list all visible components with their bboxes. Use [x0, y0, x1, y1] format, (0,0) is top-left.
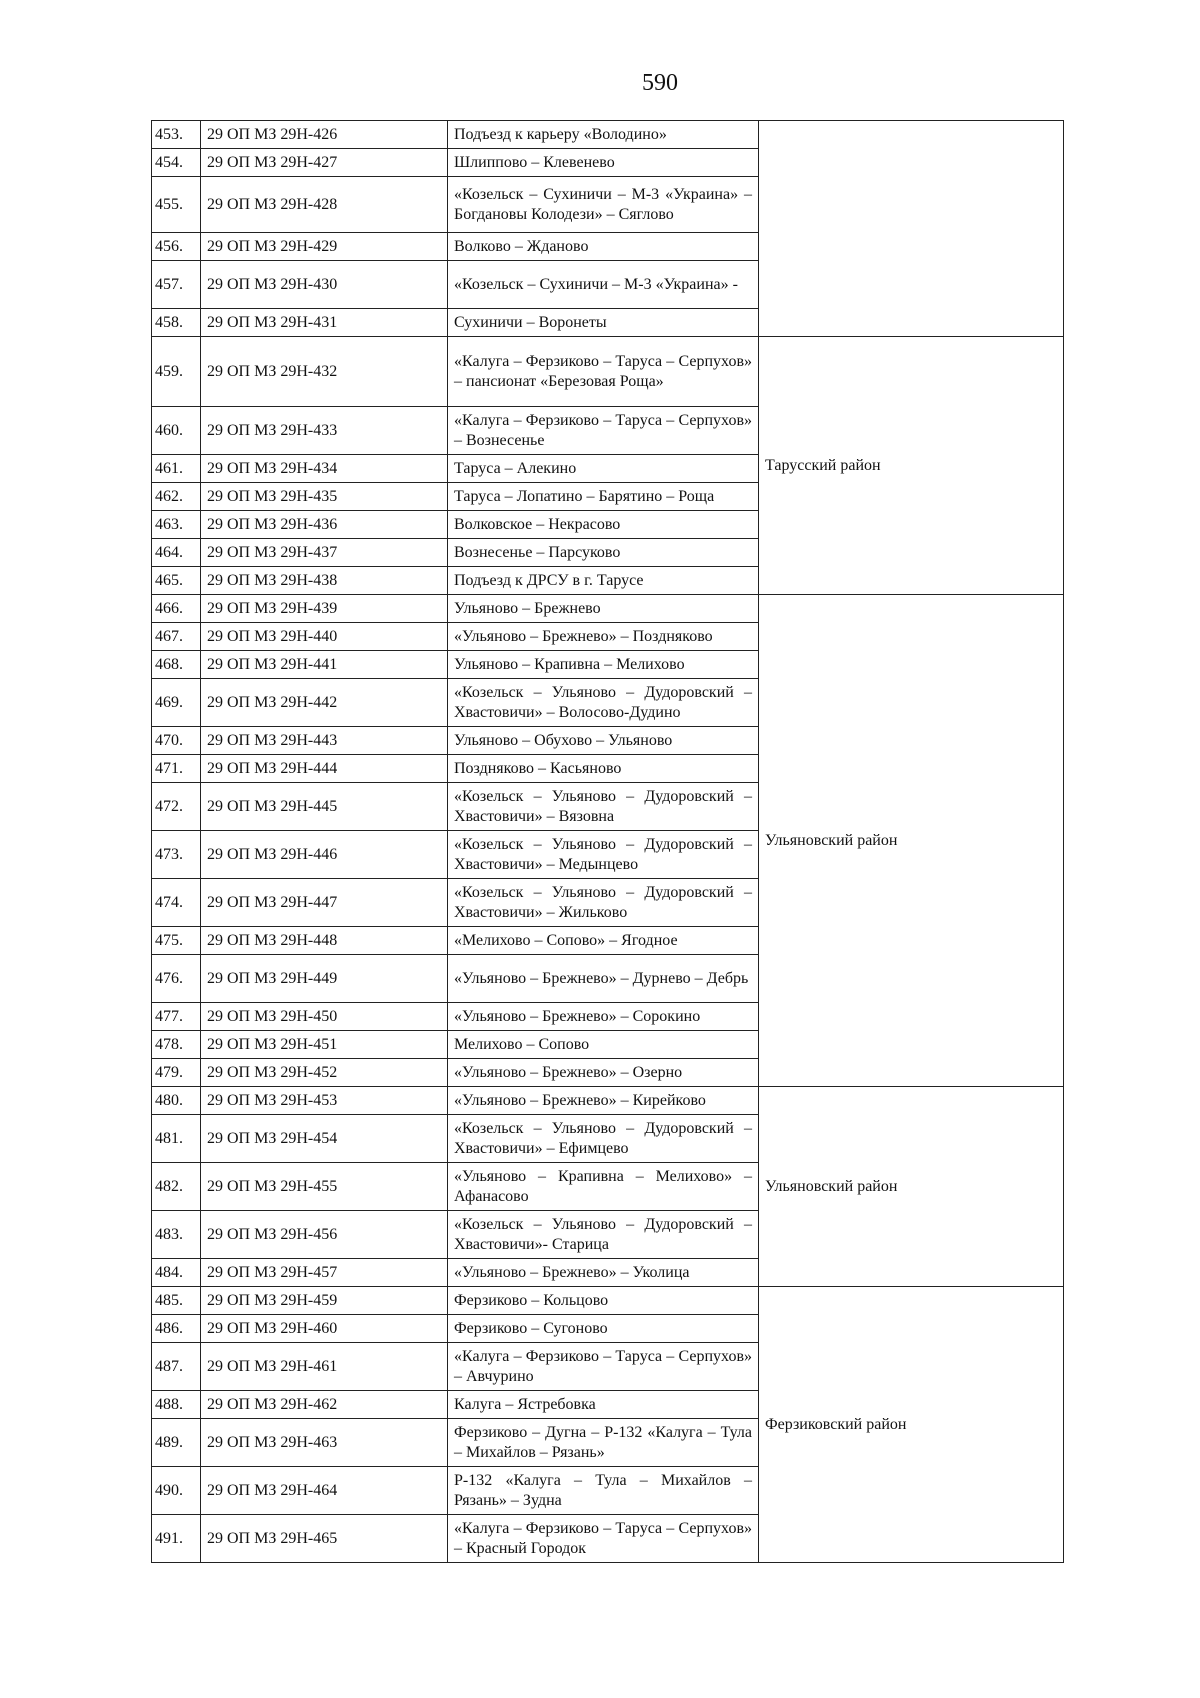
row-number: 453.: [152, 121, 201, 149]
row-number: 491.: [152, 1515, 201, 1563]
table-row: [152, 121, 1064, 149]
road-code: 29 ОП МЗ 29Н-465: [201, 1515, 448, 1563]
road-name: «Козельск – Сухиничи – М-3 «Украина» – Богдановы Колодези» – Сяглово: [448, 177, 759, 233]
road-code: 29 ОП МЗ 29Н-433: [201, 407, 448, 455]
road-code: 29 ОП МЗ 29Н-459: [201, 1287, 448, 1315]
road-code: 29 ОП МЗ 29Н-432: [201, 337, 448, 407]
table-row: [152, 595, 1064, 623]
table-row: [152, 337, 1064, 407]
road-name: Ульяново – Обухово – Ульяново: [448, 727, 759, 755]
road-name: «Калуга – Ферзиково – Таруса – Серпухов» – Красный Городок: [448, 1515, 759, 1563]
road-name: «Козельск – Ульяново – Дудоровский – Хвастовичи» – Ефимцево: [448, 1115, 759, 1163]
road-code: 29 ОП МЗ 29Н-426: [201, 121, 448, 149]
district-cell: Ульяновский район: [759, 595, 1064, 1087]
road-name: «Ульяново – Брежнево» – Кирейково: [448, 1087, 759, 1115]
roads-table: [151, 120, 1064, 1563]
road-code: 29 ОП МЗ 29Н-437: [201, 539, 448, 567]
row-number: 455.: [152, 177, 201, 233]
road-code: 29 ОП МЗ 29Н-462: [201, 1391, 448, 1419]
road-code: 29 ОП МЗ 29Н-430: [201, 261, 448, 309]
district-cell: Тарусский район: [759, 337, 1064, 595]
road-code: 29 ОП МЗ 29Н-453: [201, 1087, 448, 1115]
road-name: Мелихово – Сопово: [448, 1031, 759, 1059]
road-name: Сухиничи – Воронеты: [448, 309, 759, 337]
row-number: 469.: [152, 679, 201, 727]
road-code: 29 ОП МЗ 29Н-442: [201, 679, 448, 727]
road-name: Ферзиково – Дугна – Р-132 «Калуга – Тула – Михайлов – Рязань»: [448, 1419, 759, 1467]
road-code: 29 ОП МЗ 29Н-439: [201, 595, 448, 623]
road-name: «Козельск – Сухиничи – М-3 «Украина» -: [448, 261, 759, 309]
road-code: 29 ОП МЗ 29Н-450: [201, 1003, 448, 1031]
row-number: 458.: [152, 309, 201, 337]
row-number: 478.: [152, 1031, 201, 1059]
road-name: Ульяново – Крапивна – Мелихово: [448, 651, 759, 679]
row-number: 462.: [152, 483, 201, 511]
row-number: 456.: [152, 233, 201, 261]
table-row: [152, 1287, 1064, 1315]
row-number: 483.: [152, 1211, 201, 1259]
row-number: 481.: [152, 1115, 201, 1163]
road-code: 29 ОП МЗ 29Н-444: [201, 755, 448, 783]
road-name: «Ульяново – Крапивна – Мелихово» – Афанасово: [448, 1163, 759, 1211]
road-code: 29 ОП МЗ 29Н-454: [201, 1115, 448, 1163]
row-number: 470.: [152, 727, 201, 755]
road-name: Поздняково – Касьяново: [448, 755, 759, 783]
road-name: «Козельск – Ульяново – Дудоровский – Хвастовичи» – Волосово-Дудино: [448, 679, 759, 727]
road-name: Подъезд к карьеру «Володино»: [448, 121, 759, 149]
row-number: 466.: [152, 595, 201, 623]
road-name: «Козельск – Ульяново – Дудоровский – Хвастовичи» – Вязовна: [448, 783, 759, 831]
road-name: Ферзиково – Сугоново: [448, 1315, 759, 1343]
road-code: 29 ОП МЗ 29Н-434: [201, 455, 448, 483]
road-code: 29 ОП МЗ 29Н-427: [201, 149, 448, 177]
road-name: «Ульяново – Брежнево» – Сорокино: [448, 1003, 759, 1031]
road-code: 29 ОП МЗ 29Н-449: [201, 955, 448, 1003]
road-name: Подъезд к ДРСУ в г. Тарусе: [448, 567, 759, 595]
table-row: [152, 1087, 1064, 1115]
road-name: «Калуга – Ферзиково – Таруса – Серпухов» – пансионат «Березовая Роща»: [448, 337, 759, 407]
row-number: 487.: [152, 1343, 201, 1391]
road-code: 29 ОП МЗ 29Н-435: [201, 483, 448, 511]
road-code: 29 ОП МЗ 29Н-463: [201, 1419, 448, 1467]
row-number: 464.: [152, 539, 201, 567]
road-code: 29 ОП МЗ 29Н-457: [201, 1259, 448, 1287]
road-code: 29 ОП МЗ 29Н-456: [201, 1211, 448, 1259]
row-number: 479.: [152, 1059, 201, 1087]
row-number: 475.: [152, 927, 201, 955]
road-name: Ульяново – Брежнево: [448, 595, 759, 623]
road-code: 29 ОП МЗ 29Н-431: [201, 309, 448, 337]
page-number: 590: [642, 70, 678, 96]
row-number: 473.: [152, 831, 201, 879]
road-name: Вознесенье – Парсуково: [448, 539, 759, 567]
road-code: 29 ОП МЗ 29Н-464: [201, 1467, 448, 1515]
road-code: 29 ОП МЗ 29Н-455: [201, 1163, 448, 1211]
road-code: 29 ОП МЗ 29Н-461: [201, 1343, 448, 1391]
row-number: 467.: [152, 623, 201, 651]
row-number: 460.: [152, 407, 201, 455]
row-number: 489.: [152, 1419, 201, 1467]
road-name: Шлиппово – Клевенево: [448, 149, 759, 177]
district-cell: [759, 121, 1064, 337]
road-name: Таруса – Алекино: [448, 455, 759, 483]
road-code: 29 ОП МЗ 29Н-428: [201, 177, 448, 233]
row-number: 480.: [152, 1087, 201, 1115]
road-name: «Козельск – Ульяново – Дудоровский – Хвастовичи»- Старица: [448, 1211, 759, 1259]
road-name: «Ульяново – Брежнево» – Дурнево – Дебрь: [448, 955, 759, 1003]
row-number: 457.: [152, 261, 201, 309]
road-name: «Ульяново – Брежнево» – Озерно: [448, 1059, 759, 1087]
road-name: Калуга – Ястребовка: [448, 1391, 759, 1419]
road-name: «Козельск – Ульяново – Дудоровский – Хвастовичи» – Жильково: [448, 879, 759, 927]
road-code: 29 ОП МЗ 29Н-445: [201, 783, 448, 831]
road-code: 29 ОП МЗ 29Н-447: [201, 879, 448, 927]
row-number: 465.: [152, 567, 201, 595]
road-name: «Калуга – Ферзиково – Таруса – Серпухов» – Авчурино: [448, 1343, 759, 1391]
road-name: «Ульяново – Брежнево» – Уколица: [448, 1259, 759, 1287]
road-name: «Калуга – Ферзиково – Таруса – Серпухов» – Вознесенье: [448, 407, 759, 455]
row-number: 463.: [152, 511, 201, 539]
roads-table-body: [152, 121, 1064, 1563]
road-code: 29 ОП МЗ 29Н-429: [201, 233, 448, 261]
row-number: 459.: [152, 337, 201, 407]
road-code: 29 ОП МЗ 29Н-441: [201, 651, 448, 679]
row-number: 490.: [152, 1467, 201, 1515]
road-name: «Ульяново – Брежнево» – Поздняково: [448, 623, 759, 651]
road-name: Ферзиково – Кольцово: [448, 1287, 759, 1315]
road-name: Таруса – Лопатино – Барятино – Роща: [448, 483, 759, 511]
road-name: Волковское – Некрасово: [448, 511, 759, 539]
row-number: 484.: [152, 1259, 201, 1287]
row-number: 482.: [152, 1163, 201, 1211]
district-cell: Ферзиковский район: [759, 1287, 1064, 1563]
road-code: 29 ОП МЗ 29Н-448: [201, 927, 448, 955]
road-code: 29 ОП МЗ 29Н-438: [201, 567, 448, 595]
district-cell: Ульяновский район: [759, 1087, 1064, 1287]
row-number: 477.: [152, 1003, 201, 1031]
row-number: 474.: [152, 879, 201, 927]
road-code: 29 ОП МЗ 29Н-443: [201, 727, 448, 755]
row-number: 461.: [152, 455, 201, 483]
road-code: 29 ОП МЗ 29Н-451: [201, 1031, 448, 1059]
road-name: «Мелихово – Сопово» – Ягодное: [448, 927, 759, 955]
road-code: 29 ОП МЗ 29Н-460: [201, 1315, 448, 1343]
road-code: 29 ОП МЗ 29Н-436: [201, 511, 448, 539]
road-code: 29 ОП МЗ 29Н-440: [201, 623, 448, 651]
road-code: 29 ОП МЗ 29Н-446: [201, 831, 448, 879]
row-number: 488.: [152, 1391, 201, 1419]
row-number: 454.: [152, 149, 201, 177]
row-number: 468.: [152, 651, 201, 679]
road-name: «Козельск – Ульяново – Дудоровский – Хвастовичи» – Медынцево: [448, 831, 759, 879]
road-name: Волково – Жданово: [448, 233, 759, 261]
row-number: 486.: [152, 1315, 201, 1343]
row-number: 472.: [152, 783, 201, 831]
row-number: 476.: [152, 955, 201, 1003]
row-number: 485.: [152, 1287, 201, 1315]
road-name: Р-132 «Калуга – Тула – Михайлов – Рязань» – Зудна: [448, 1467, 759, 1515]
row-number: 471.: [152, 755, 201, 783]
road-code: 29 ОП МЗ 29Н-452: [201, 1059, 448, 1087]
